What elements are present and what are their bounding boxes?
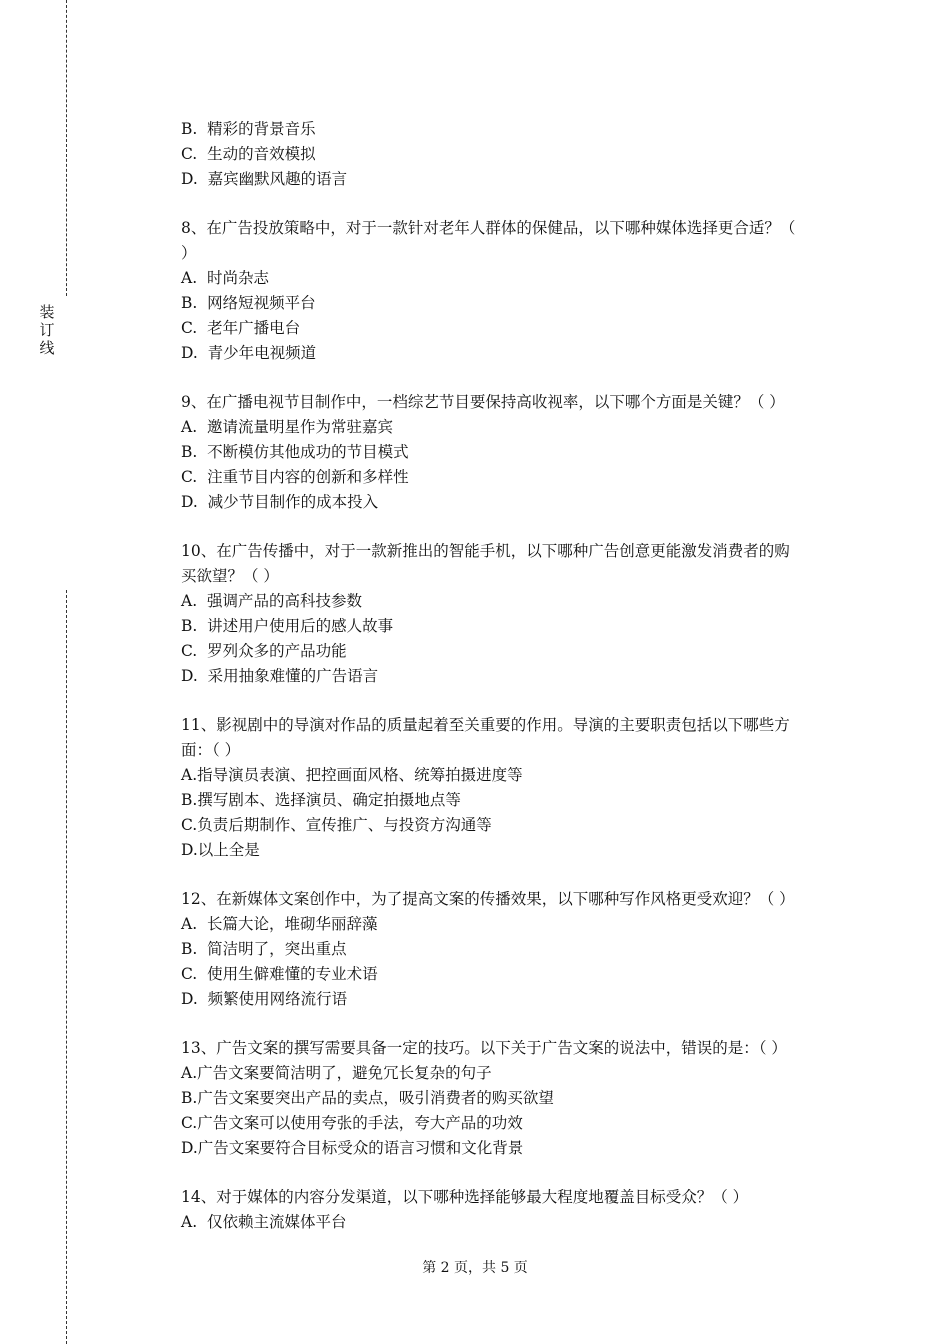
- question-block: [181, 1036, 841, 1161]
- answer-option: B.广告文案要突出产品的卖点，吸引消费者的购买欲望: [181, 1089, 554, 1107]
- answer-option: A.指导演员表演、把控画面风格、统筹拍摄进度等: [181, 766, 523, 784]
- answer-option: D.广告文案要符合目标受众的语言习惯和文化背景: [181, 1139, 524, 1157]
- question-stem: 13、广告文案的撰写需要具备一定的技巧。以下关于广告文案的说法中，错误的是：（ ）: [181, 1039, 787, 1057]
- answer-option: A. 仅依赖主流媒体平台: [181, 1213, 347, 1231]
- answer-option: A. 长篇大论，堆砌华丽辞藻: [181, 915, 378, 933]
- answer-option: D. 嘉宾幽默风趣的语言: [181, 170, 348, 188]
- answer-option: A.广告文案要简洁明了，避免冗长复杂的句子: [181, 1064, 492, 1082]
- answer-option: D. 青少年电视频道: [181, 344, 317, 362]
- question-stem: 8、在广告投放策略中，对于一款针对老年人群体的保健品，以下哪种媒体选择更合适？（: [181, 219, 796, 237]
- answer-option: D.以上全是: [181, 841, 260, 859]
- answer-option: A. 邀请流量明星作为常驻嘉宾: [181, 418, 393, 436]
- question-stem: 11、影视剧中的导演对作品的质量起着至关重要的作用。导演的主要职责包括以下哪些方: [181, 716, 790, 734]
- question-gap: [181, 192, 841, 216]
- question-gap: [181, 515, 841, 539]
- question-gap: [181, 1161, 841, 1185]
- question-stem: 9、在广播电视节目制作中，一档综艺节目要保持高收视率，以下哪个方面是关键？（ ）: [181, 393, 785, 411]
- answer-option: A. 强调产品的高科技参数: [181, 592, 362, 610]
- answer-option: C. 使用生僻难懂的专业术语: [181, 965, 378, 983]
- question-block: [181, 1185, 841, 1235]
- question-gap: [181, 863, 841, 887]
- answer-option: B. 讲述用户使用后的感人故事: [181, 617, 394, 635]
- binding-label: [38, 303, 56, 357]
- binding-label-char: 订: [39, 321, 55, 339]
- question-block: [181, 713, 841, 863]
- answer-option: B. 简洁明了，突出重点: [181, 940, 347, 958]
- binding-label-char: 装: [39, 303, 55, 321]
- question-stem: 12、在新媒体文案创作中，为了提高文案的传播效果，以下哪种写作风格更受欢迎？（ ）: [181, 890, 795, 908]
- binding-line-bottom: [66, 590, 67, 1344]
- question-gap: [181, 689, 841, 713]
- question-list: [181, 117, 841, 1235]
- answer-option: C.广告文案可以使用夸张的手法，夸大产品的功效: [181, 1114, 523, 1132]
- answer-option: C. 罗列众多的产品功能: [181, 642, 347, 660]
- answer-option: C.负责后期制作、宣传推广、与投资方沟通等: [181, 816, 492, 834]
- question-stem: 14、对于媒体的内容分发渠道，以下哪种选择能够最大程度地覆盖目标受众？（ ）: [181, 1188, 749, 1206]
- question-block: [181, 539, 841, 689]
- question-stem: ）: [181, 244, 197, 262]
- question-gap: [181, 1012, 841, 1036]
- answer-option: A. 时尚杂志: [181, 269, 269, 287]
- question-block: [181, 887, 841, 1012]
- answer-option: D. 采用抽象难懂的广告语言: [181, 667, 379, 685]
- answer-option: C. 注重节目内容的创新和多样性: [181, 468, 409, 486]
- answer-option: D. 减少节目制作的成本投入: [181, 493, 379, 511]
- answer-option: B. 精彩的背景音乐: [181, 120, 316, 138]
- answer-option: B. 网络短视频平台: [181, 294, 316, 312]
- answer-option: D. 频繁使用网络流行语: [181, 990, 348, 1008]
- question-block: [181, 216, 841, 366]
- answer-option: C. 老年广播电台: [181, 319, 301, 337]
- binding-label-char: 线: [39, 339, 55, 357]
- answer-option: B. 不断模仿其他成功的节目模式: [181, 443, 409, 461]
- question-gap: [181, 366, 841, 390]
- binding-line-top: [66, 0, 67, 296]
- answer-option: B.撰写剧本、选择演员、确定拍摄地点等: [181, 791, 461, 809]
- question-stem: 面：（ ）: [181, 741, 241, 759]
- question-stem: 10、在广告传播中，对于一款新推出的智能手机，以下哪种广告创意更能激发消费者的购: [181, 542, 790, 560]
- question-block: [181, 390, 841, 515]
- page-number: 第 2 页，共 5 页: [422, 1260, 528, 1276]
- question-block: [181, 117, 841, 192]
- question-stem: 买欲望？（ ）: [181, 567, 279, 585]
- answer-option: C. 生动的音效模拟: [181, 145, 316, 163]
